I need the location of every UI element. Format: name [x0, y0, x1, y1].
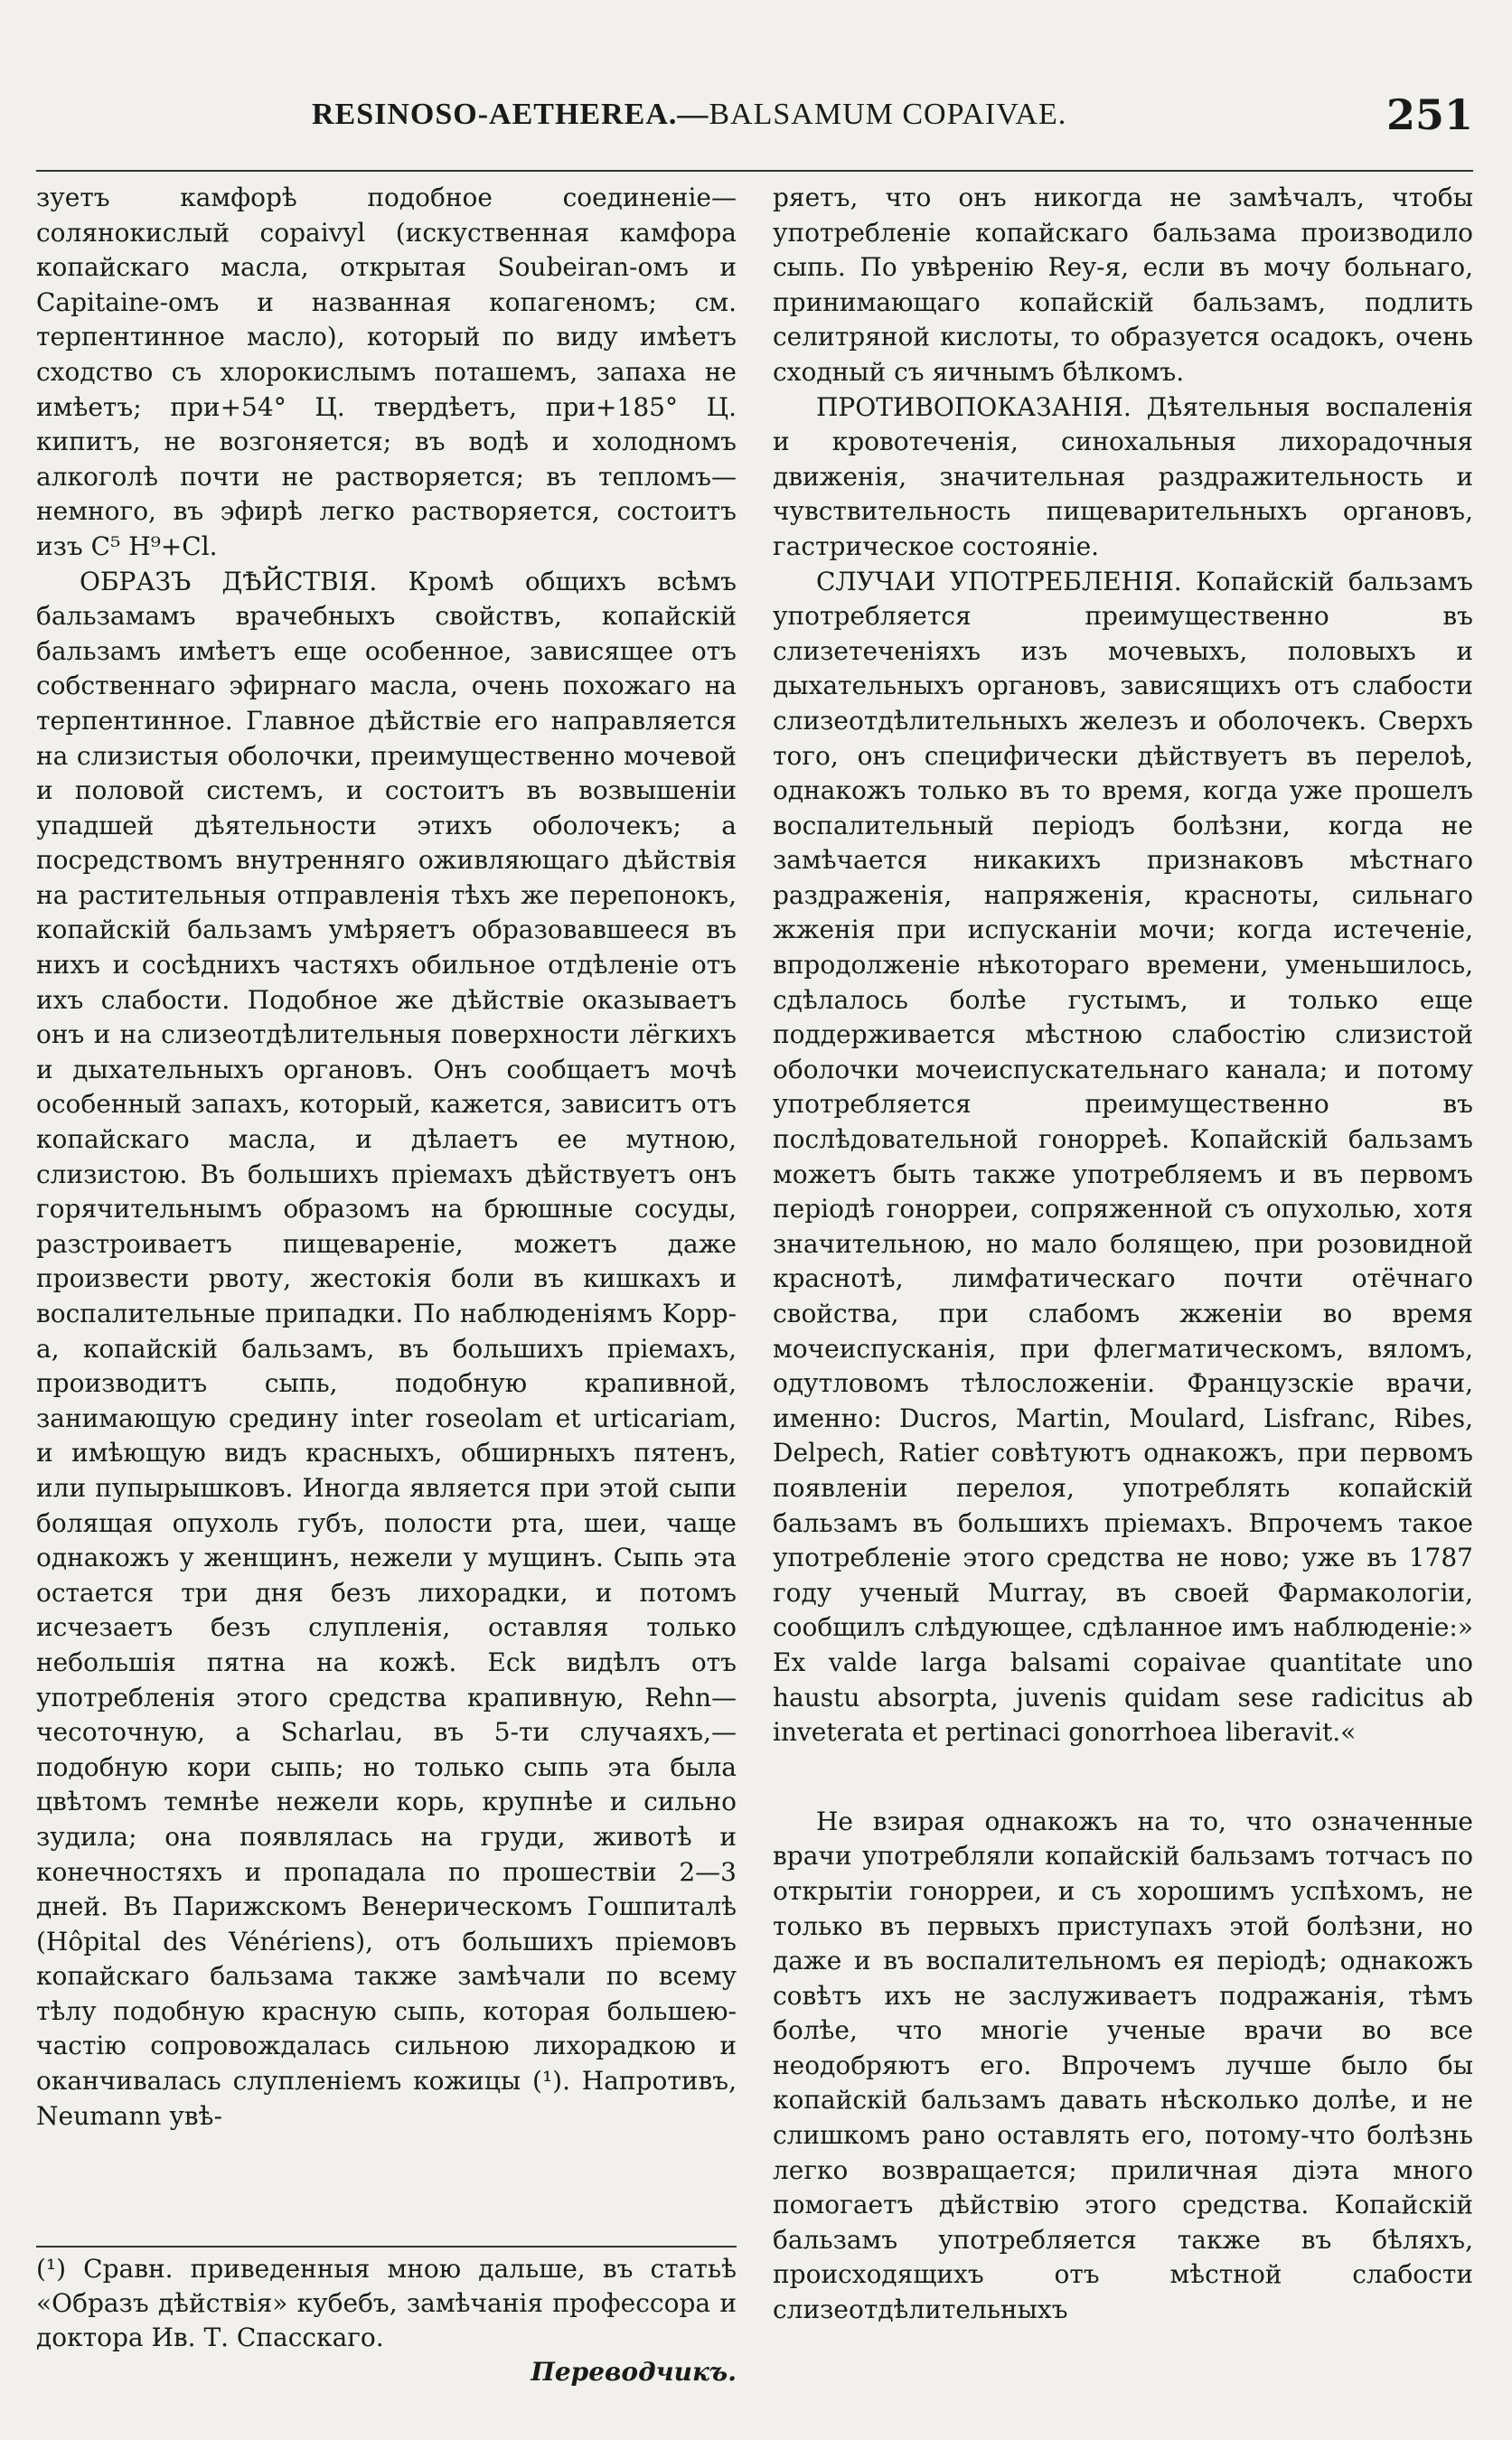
running-title-subject: BALSAMUM COPAIVAE. — [709, 98, 1067, 131]
footnote-text: (¹) Сравн. приведенныя мною дальше, въ статьѣ «Образъ дѣйствія» кубебъ, замѣчанія профессора и доктора Ив. Т. Спасскаго. — [36, 2254, 737, 2352]
header-rule — [36, 170, 1473, 172]
right-column — [773, 181, 1473, 2328]
paragraph-gap — [773, 1750, 1473, 1805]
left-column — [36, 181, 737, 2134]
running-header — [312, 90, 1473, 154]
paragraph: Не взирая однакожъ на то, что означенные врачи употребляли копайскій бальзамъ тотчасъ по открытіи гонорреи, и съ хорошимъ успѣхомъ, не только въ первыхъ приступахъ этой болѣзни, но даже и въ воспалительномъ ея періодѣ; однакожъ совѣтъ ихъ не заслуживаетъ подражанія, тѣмъ болѣе, что многіе ученые врачи во все неодобряютъ его. Впрочемъ лучше было бы копайскій бальзамъ давать нѣсколько долѣе, и не слишкомъ рано оставлять его, потому-что болѣзнь легко возвращается; приличная діэта много помогаетъ дѣйствію этого средства. Копайскій бальзамъ употребляется также въ бѣляхъ, происходящихъ отъ мѣстной слабости слизеотдѣлительныхъ — [773, 1806, 1473, 2325]
running-title — [312, 98, 1066, 132]
paragraph: зуетъ камфорѣ подобное соединеніе—солянокислый copaivyl (искуственная камфора копайскаго масла, открытая Soubeiran-омъ и Capitaine-омъ и названная копагеномъ; см. терпентинное масло), который по виду имѣетъ сходство съ хлорокислымъ поташемъ, запаха не имѣетъ; при+54° Ц. твердѣетъ, при+185° Ц. кипитъ, не возгоняется; въ водѣ и холодномъ алкоголѣ почти не растворяется; въ тепломъ—немного, въ эфирѣ легко растворяется, состоитъ изъ C⁵ H⁹+Cl. — [36, 183, 737, 561]
paragraph: ПРОТИВОПОКАЗАНІЯ. Дѣятельныя воспаленія и кровотеченія, синохальныя лихорадочныя движенія, значительная раздражительность и чувствительность пищеварительныхъ органовъ, гастрическое состояніе. — [773, 391, 1473, 561]
paragraph: ряетъ, что онъ никогда не замѣчалъ, чтобы употребленіе копайскаго бальзама производило сыпь. По увѣренію Rey-я, если въ мочу больнаго, принимающаго копайскій бальзамъ, подлить селитряной кислоты, то образуется осадокъ, очень сходный съ яичнымъ бѣлкомъ. — [773, 183, 1473, 387]
footnote — [36, 2252, 737, 2389]
page-number: 251 — [1385, 90, 1473, 139]
footnote-signature: Переводчикъ. — [531, 2357, 737, 2387]
paragraph: СЛУЧАИ УПОТРЕБЛЕНІЯ. Копайскій бальзамъ употребляется преимущественно въ слизетеченіяхъ изъ мочевыхъ, половыхъ и дыхательныхъ органовъ, зависящихъ отъ слабости слизеотдѣлительныхъ железъ и оболочекъ. Сверхъ того, онъ специфически дѣйствуетъ въ перелоѣ, однакожъ только въ то время, когда уже прошелъ воспалительный періодъ болѣзни, когда не замѣчается никакихъ признаковъ мѣстнаго раздраженія, напряженія, красноты, сильнаго жженія при испусканіи мочи; когда истеченіе, впродолженіе нѣкотораго времени, уменьшилось, сдѣлалось болѣе густымъ, и только еще поддерживается мѣстною слабостію слизистой оболочки мочеиспускательнаго канала; и потому употребляется преимущественно въ послѣдовательной гонорреѣ. Копайскій бальзамъ можетъ быть также употребляемъ и въ первомъ періодѣ гонорреи, сопряженной съ опухолью, хотя значительною, но мало болящею, при розовидной краснотѣ, лимфатическаго почти отёчнаго свойства, при слабомъ жженіи во время мочеиспусканія, при флегматическомъ, вяломъ, одутловомъ тѣлосложеніи. Французскіе врачи, именно: Ducros, Martin, Moulard, Lisfranc, Ribes, Delpech, Ratier совѣтуютъ однакожъ, при первомъ появленіи перелоя, употреблять копайскій бальзамъ въ большихъ пріемахъ. Впрочемъ такое употребленіе этого средства не ново; уже въ 1787 году ученый Murray, въ своей Фармакологіи, сообщилъ слѣдующее, сдѣланное имъ наблюденіе:» Ex valde larga balsami copaivae quantitate uno haustu absorpta, juvenis quidam sese radicitus ab inveterata et pertinaci gonorrhoea liberavit.« — [773, 566, 1473, 1748]
footnote-rule — [36, 2246, 737, 2248]
running-title-section: RESINOSO-AETHEREA.— — [312, 98, 709, 131]
paragraph: ОБРАЗЪ ДѢЙСТВІЯ. Кромѣ общихъ всѣмъ бальзамамъ врачебныхъ свойствъ, копайскій бальзамъ имѣетъ еще особенное, зависящее отъ собственнаго эфирнаго масла, очень похожаго на терпентинное. Главное дѣйствіе его направляется на слизистыя оболочки, преимущественно мочевой и половой системъ, и состоитъ въ возвышеніи упадшей дѣятельности этихъ оболочекъ; а посредствомъ внутренняго оживляющаго дѣйствія на растительныя отправленія тѣхъ же перепонокъ, копайскій бальзамъ умѣряетъ образовавшееся въ нихъ и сосѣднихъ частяхъ обильное отдѣленіе отъ ихъ слабости. Подобное же дѣйствіе оказываетъ онъ и на слизеотдѣлительныя поверхности лёгкихъ и дыхательныхъ органовъ. Онъ сообщаетъ мочѣ особенный запахъ, который, кажется, зависитъ отъ копайскаго масла, и дѣлаетъ ее мутною, слизистою. Въ большихъ пріемахъ дѣйствуетъ онъ горячительнымъ образомъ на брюшные сосуды, разстроиваетъ пищевареніе, можетъ даже произвести рвоту, жестокія боли въ кишкахъ и воспалительные припадки. По наблюденіямъ Kopp-а, копайскій бальзамъ, въ большихъ пріемахъ, производитъ сыпь, подобную крапивной, занимающую средину inter roseolam et urticariam, и имѣющую видъ красныхъ, обширныхъ пятенъ, или пупырышковъ. Иногда является при этой сыпи болящая опухоль губъ, полости рта, шеи, чаще однакожъ у женщинъ, нежели у мущинъ. Сыпь эта остается три дня безъ лихорадки, и потомъ исчезаетъ безъ слупленія, оставляя только небольшія пятна на кожѣ. Eck видѣлъ отъ употребленія этого средства крапивную, Rehn—чесоточную, а Scharlau, въ 5-ти случаяхъ,—подобную кори сыпь; но только сыпь эта была цвѣтомъ темнѣе нежели корь, крупнѣе и сильно зудила; она появлялась на груди, животѣ и конечностяхъ и пропадала по прошествіи 2—3 дней. Въ Парижскомъ Венерическомъ Гошпиталѣ (Hôpital des Vénériens), отъ большихъ пріемовъ копайскаго бальзама также замѣчали по всему тѣлу подобную красную сыпь, которая большею-частію сопровождалась сильною лихорадкою и оканчивалась слупленіемъ кожицы (¹). Напротивъ, Neumann увѣ- — [36, 566, 737, 2131]
